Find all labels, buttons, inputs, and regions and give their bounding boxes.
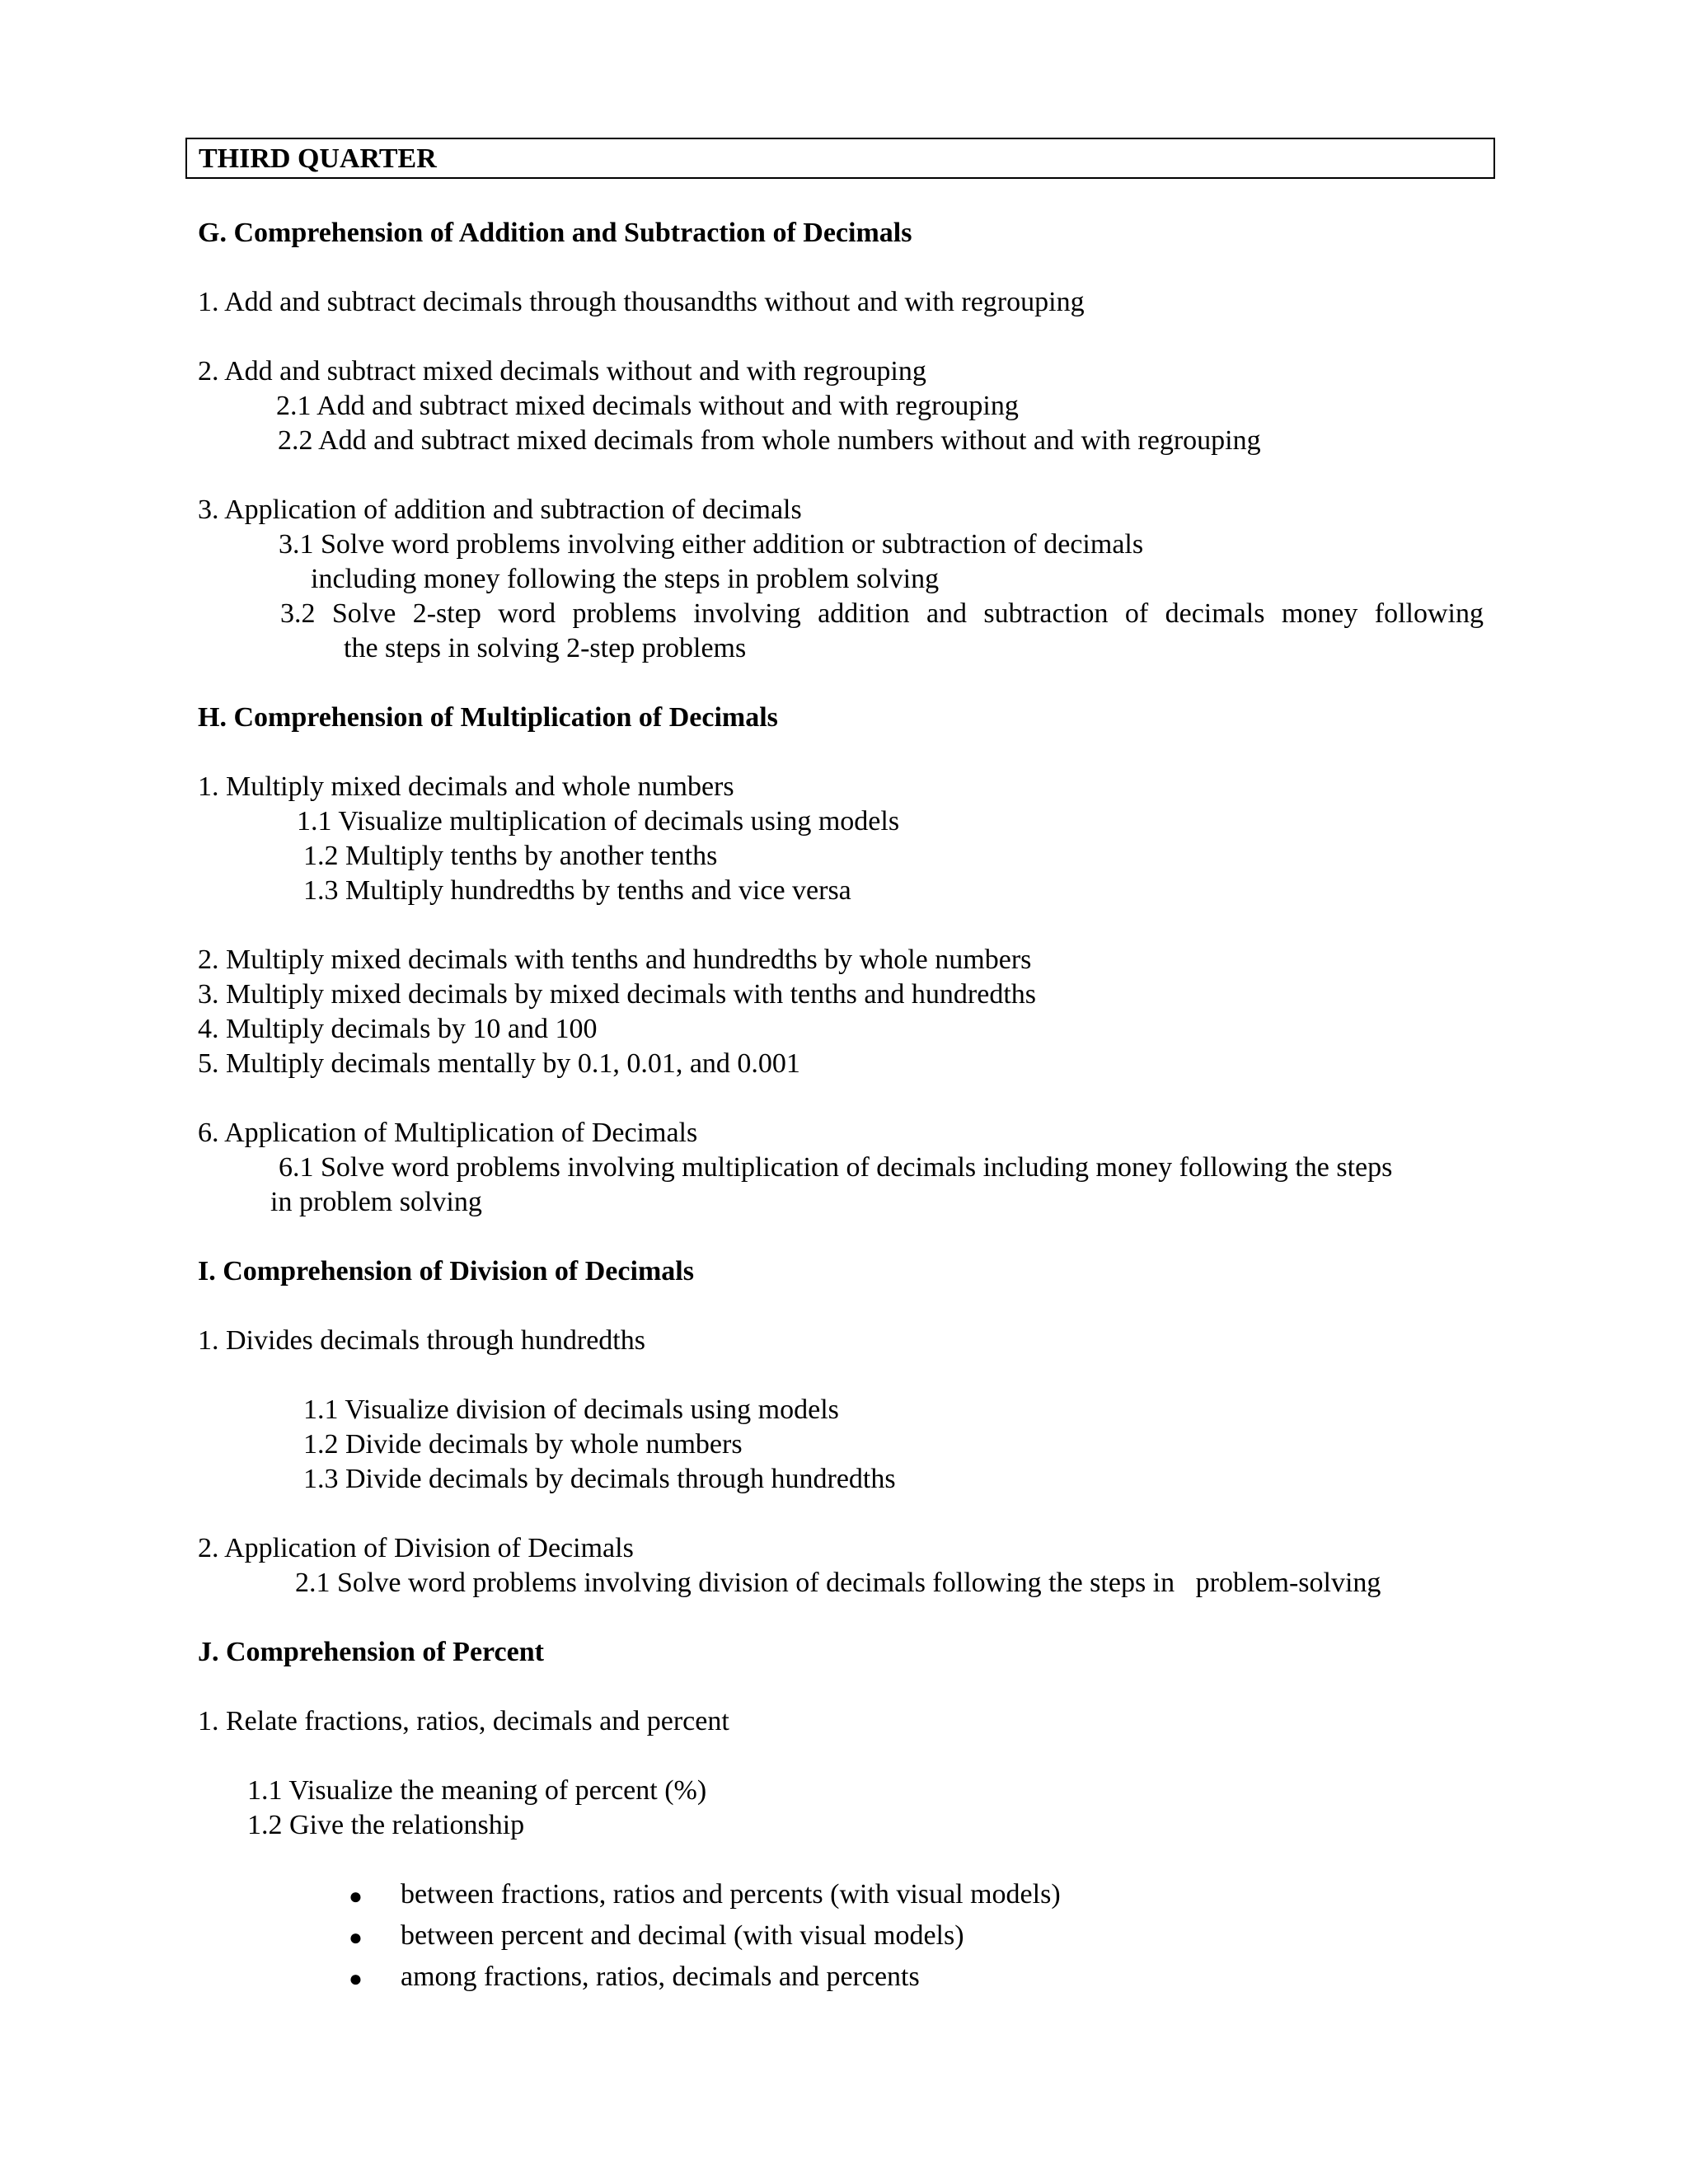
bullet-icon: ● <box>349 1966 363 1992</box>
bullet-text: among fractions, ratios, decimals and percents <box>401 1961 920 1992</box>
section-g-item-2-2: 2.2 Add and subtract mixed decimals from whole numbers without and with regrouping <box>278 425 1261 456</box>
section-i-item-1: 1. Divides decimals through hundredths <box>198 1325 645 1356</box>
section-h-item-1-3: 1.3 Multiply hundredths by tenths and vice versa <box>303 875 851 906</box>
quarter-title: THIRD QUARTER <box>199 143 437 174</box>
section-i-heading: I. Comprehension of Division of Decimals <box>198 1256 694 1286</box>
section-g-item-3-2: 3.2 Solve 2-step word problems involving addition and subtraction of decimals money following <box>280 598 1484 629</box>
quarter-title-box <box>185 138 1495 179</box>
section-i-item-2-1: 2.1 Solve word problems involving division of decimals following the steps in problem-solving <box>295 1568 1381 1598</box>
section-h-item-6-1: 6.1 Solve word problems involving multiplication of decimals including money following the steps <box>279 1152 1393 1183</box>
section-g-item-2: 2. Add and subtract mixed decimals without and with regrouping <box>198 356 926 387</box>
section-h-item-2: 2. Multiply mixed decimals with tenths and hundredths by whole numbers <box>198 944 1032 975</box>
section-h-item-5: 5. Multiply decimals mentally by 0.1, 0.01, and 0.001 <box>198 1048 800 1079</box>
section-j-item-1: 1. Relate fractions, ratios, decimals and percent <box>198 1706 729 1736</box>
section-h-item-3: 3. Multiply mixed decimals by mixed decimals with tenths and hundredths <box>198 979 1037 1010</box>
bullet-icon: ● <box>349 1884 363 1910</box>
section-h-heading: H. Comprehension of Multiplication of Decimals <box>198 702 778 733</box>
section-i-item-2: 2. Application of Division of Decimals <box>198 1533 634 1563</box>
section-h-item-1: 1. Multiply mixed decimals and whole numbers <box>198 771 734 802</box>
section-g-item-3-1: 3.1 Solve word problems involving either addition or subtraction of decimals <box>279 529 1144 560</box>
bullet-text: between fractions, ratios and percents (with visual models) <box>401 1879 1061 1910</box>
section-g-item-2-1: 2.1 Add and subtract mixed decimals without and with regrouping <box>276 391 1019 421</box>
bullet-icon: ● <box>349 1925 363 1951</box>
section-g-item-3: 3. Application of addition and subtraction of decimals <box>198 494 802 525</box>
section-j-heading: J. Comprehension of Percent <box>198 1637 544 1667</box>
section-i-item-1-1: 1.1 Visualize division of decimals using models <box>303 1394 839 1425</box>
section-j-item-1-1: 1.1 Visualize the meaning of percent (%) <box>247 1775 707 1806</box>
section-h-item-4: 4. Multiply decimals by 10 and 100 <box>198 1014 598 1044</box>
section-h-item-1-1: 1.1 Visualize multiplication of decimals using models <box>297 806 900 837</box>
section-g-item-1: 1. Add and subtract decimals through thousandths without and with regrouping <box>198 287 1085 317</box>
bullet-text: between percent and decimal (with visual models) <box>401 1920 964 1951</box>
section-i-item-1-2: 1.2 Divide decimals by whole numbers <box>303 1429 743 1460</box>
section-h-item-1-2: 1.2 Multiply tenths by another tenths <box>303 841 718 871</box>
section-g-item-3-1-cont: including money following the steps in problem solving <box>311 564 940 594</box>
section-g-item-3-2-cont: the steps in solving 2-step problems <box>344 633 747 663</box>
section-h-item-6-1-cont: in problem solving <box>270 1187 482 1217</box>
section-h-item-6: 6. Application of Multiplication of Decimals <box>198 1118 698 1148</box>
section-i-item-1-3: 1.3 Divide decimals by decimals through hundredths <box>303 1464 896 1494</box>
section-j-item-1-2: 1.2 Give the relationship <box>247 1810 525 1840</box>
section-g-heading: G. Comprehension of Addition and Subtraction of Decimals <box>198 218 912 248</box>
